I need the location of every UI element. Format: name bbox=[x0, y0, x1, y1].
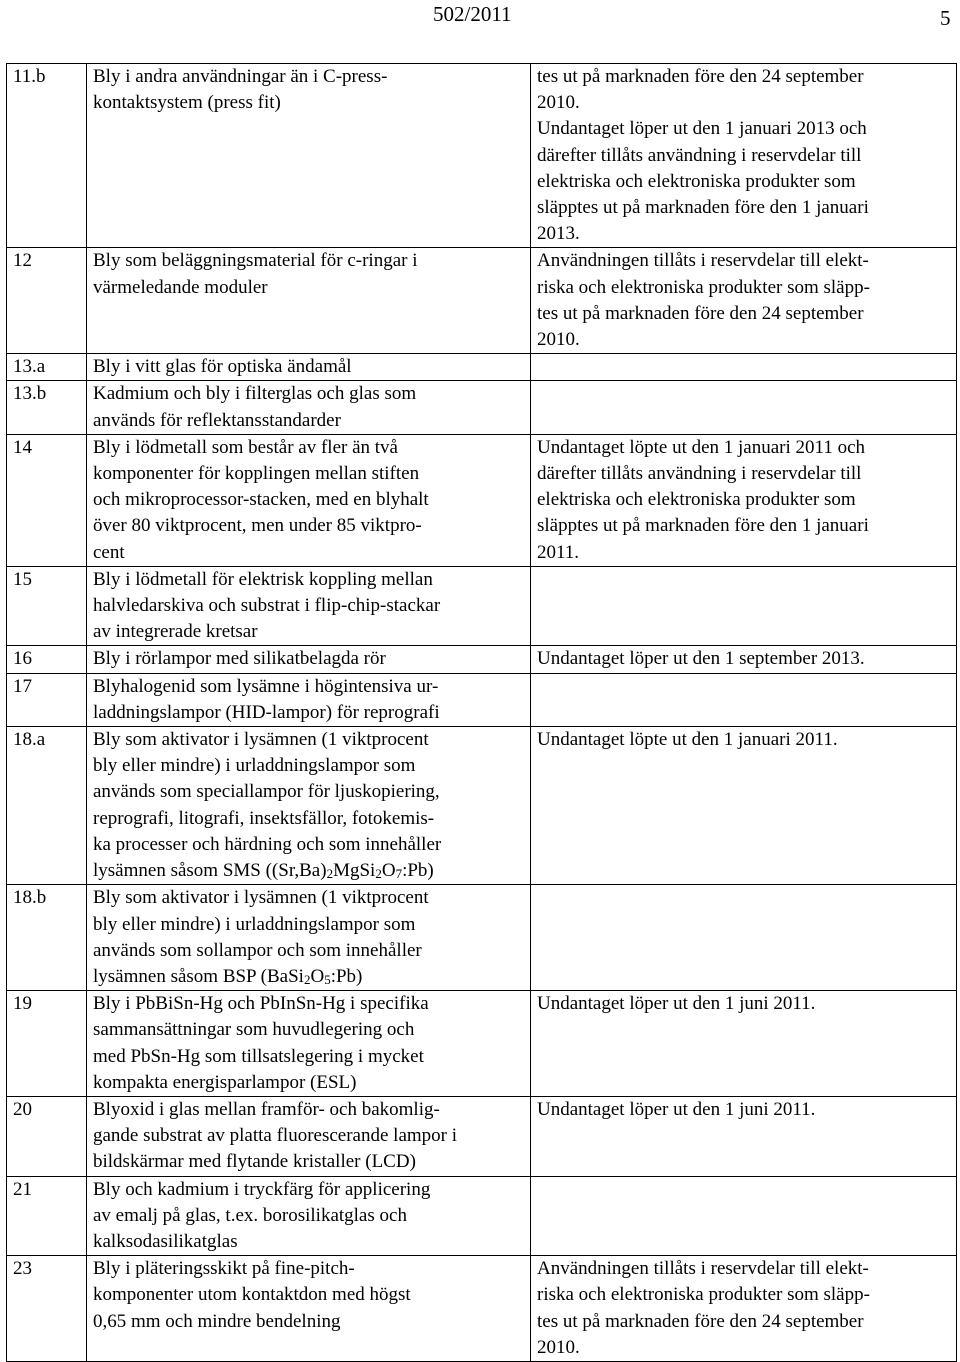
table-row bbox=[7, 434, 957, 566]
entry-validity bbox=[531, 646, 957, 673]
description-line: gande substrat av platta fluorescerande lampor i bbox=[93, 1125, 458, 1147]
table-row bbox=[7, 885, 957, 991]
description-line: av integrerade kretsar bbox=[93, 621, 258, 643]
validity-line: elektriska och elektroniska produkter som bbox=[537, 170, 856, 192]
table-row bbox=[7, 566, 957, 646]
validity-line: 2010. bbox=[537, 92, 580, 114]
entry-validity bbox=[531, 1176, 957, 1256]
table-row bbox=[7, 354, 957, 381]
formula-subscript: 2 bbox=[326, 866, 334, 882]
entry-description bbox=[87, 64, 531, 248]
validity-line: Undantaget löper ut den 1 juni 2011. bbox=[537, 1098, 816, 1120]
description-line: Bly i PbBiSn-Hg och PbInSn-Hg i specifika bbox=[93, 993, 429, 1015]
table-row bbox=[7, 673, 957, 726]
entry-validity bbox=[531, 64, 957, 248]
entry-validity bbox=[531, 566, 957, 646]
validity-line: 2011. bbox=[537, 541, 580, 563]
entry-number: 18.b bbox=[7, 885, 87, 991]
description-line: Bly och kadmium i tryckfärg för applicering bbox=[93, 1178, 431, 1200]
formula-subscript: 5 bbox=[324, 971, 331, 987]
exemptions-table-body bbox=[7, 64, 957, 1362]
description-line: Bly i rörlampor med silikatbelagda rör bbox=[93, 648, 386, 670]
validity-line: Användningen tillåts i reservdelar till elekt- bbox=[537, 250, 869, 272]
description-line: kompakta energisparlampor (ESL) bbox=[93, 1071, 357, 1093]
formula-text: O bbox=[381, 860, 396, 882]
validity-line: Undantaget löper ut den 1 september 2013. bbox=[537, 648, 865, 670]
validity-line: riska och elektroniska produkter som släpp- bbox=[537, 1284, 870, 1306]
entry-validity bbox=[531, 991, 957, 1097]
description-line: Bly i lödmetall som består av fler än två bbox=[93, 436, 398, 458]
validity-line: 2010. bbox=[537, 329, 580, 351]
entry-description bbox=[87, 381, 531, 434]
formula-text: MgSi bbox=[333, 860, 376, 882]
description-line: bildskärmar med flytande kristaller (LCD) bbox=[93, 1151, 416, 1173]
table-row bbox=[7, 991, 957, 1097]
entry-description bbox=[87, 434, 531, 566]
formula-text: O bbox=[310, 965, 325, 987]
description-line: ka processer och härdning och som innehåller bbox=[93, 833, 442, 855]
entry-description bbox=[87, 673, 531, 726]
description-line: med PbSn-Hg som tillsatslegering i mycket bbox=[93, 1045, 424, 1067]
entry-number: 12 bbox=[7, 248, 87, 354]
chemical-formula-line bbox=[93, 858, 524, 884]
entry-number: 11.b bbox=[7, 64, 87, 248]
validity-line: Undantaget löper ut den 1 januari 2013 och bbox=[537, 118, 867, 140]
validity-line: tes ut på marknaden före den 24 september bbox=[537, 1310, 864, 1332]
validity-line: Undantaget löpte ut den 1 januari 2011. bbox=[537, 729, 838, 751]
page-number: 5 bbox=[940, 6, 951, 30]
formula-subscript: 7 bbox=[395, 866, 403, 882]
table-row bbox=[7, 1096, 957, 1176]
description-line: används som speciallampor för ljuskopiering, bbox=[93, 781, 440, 803]
validity-line: 2010. bbox=[537, 1336, 580, 1358]
entry-number: 13.a bbox=[7, 354, 87, 381]
description-line: laddningslampor (HID-lampor) för reprografi bbox=[93, 701, 440, 723]
validity-line: riska och elektroniska produkter som släpp- bbox=[537, 276, 870, 298]
table-row bbox=[7, 1256, 957, 1362]
description-line: komponenter utom kontaktdon med högst bbox=[93, 1284, 411, 1306]
description-line: Blyoxid i glas mellan framför- och bakomlig- bbox=[93, 1098, 440, 1120]
exemptions-table bbox=[6, 63, 957, 1362]
table-row bbox=[7, 1176, 957, 1256]
description-line: Bly i pläteringsskikt på fine-pitch- bbox=[93, 1258, 355, 1280]
formula-text: lysämnen såsom BSP (BaSi bbox=[93, 965, 304, 987]
description-line: reprografi, litografi, insektsfällor, fotokemis- bbox=[93, 807, 435, 829]
entry-validity bbox=[531, 434, 957, 566]
entry-description bbox=[87, 354, 531, 381]
entry-validity bbox=[531, 885, 957, 991]
validity-line: elektriska och elektroniska produkter som bbox=[537, 489, 856, 511]
validity-line: därefter tillåts användning i reservdelar till bbox=[537, 463, 862, 485]
table-row bbox=[7, 646, 957, 673]
table-row bbox=[7, 381, 957, 434]
document-number: 502/2011 bbox=[433, 2, 512, 26]
entry-description bbox=[87, 1096, 531, 1176]
description-line: och mikroprocessor-stacken, med en blyhalt bbox=[93, 489, 429, 511]
description-line: av emalj på glas, t.ex. borosilikatglas och bbox=[93, 1204, 407, 1226]
entry-description bbox=[87, 727, 531, 885]
table-row bbox=[7, 248, 957, 354]
validity-line: Användningen tillåts i reservdelar till elekt- bbox=[537, 1258, 869, 1280]
description-line: cent bbox=[93, 541, 125, 563]
formula-text: :Pb) bbox=[330, 965, 363, 987]
entry-description bbox=[87, 991, 531, 1097]
description-line: Bly som aktivator i lysämnen (1 viktprocent bbox=[93, 729, 429, 751]
validity-line: därefter tillåts användning i reservdelar till bbox=[537, 144, 862, 166]
entry-number: 14 bbox=[7, 434, 87, 566]
description-line: Bly i lödmetall för elektrisk koppling mellan bbox=[93, 568, 433, 590]
table-row bbox=[7, 64, 957, 248]
description-line: Bly som aktivator i lysämnen (1 viktprocent bbox=[93, 887, 429, 909]
description-line: värmeledande moduler bbox=[93, 276, 268, 298]
entry-number: 19 bbox=[7, 991, 87, 1097]
validity-line: tes ut på marknaden före den 24 september bbox=[537, 302, 864, 324]
description-line: används för reflektansstandarder bbox=[93, 409, 341, 431]
entry-validity bbox=[531, 673, 957, 726]
entry-description bbox=[87, 566, 531, 646]
description-line: bly eller mindre) i urladdningslampor som bbox=[93, 755, 416, 777]
description-line: Bly i andra användningar än i C-press- bbox=[93, 66, 388, 87]
table-row bbox=[7, 727, 957, 885]
validity-line: Undantaget löper ut den 1 juni 2011. bbox=[537, 993, 816, 1015]
description-line: används som sollampor och som innehåller bbox=[93, 939, 422, 961]
chemical-formula-line bbox=[93, 964, 524, 990]
entry-description bbox=[87, 646, 531, 673]
entry-number: 16 bbox=[7, 646, 87, 673]
entry-number: 21 bbox=[7, 1176, 87, 1256]
entry-number: 23 bbox=[7, 1256, 87, 1362]
entry-number: 13.b bbox=[7, 381, 87, 434]
entry-validity bbox=[531, 1096, 957, 1176]
description-line: halvledarskiva och substrat i flip-chip-stackar bbox=[93, 595, 441, 617]
description-line: bly eller mindre) i urladdningslampor som bbox=[93, 913, 416, 935]
description-line: komponenter för kopplingen mellan stiften bbox=[93, 463, 420, 485]
description-line: kalksodasilikatglas bbox=[93, 1230, 238, 1252]
description-line: Bly i vitt glas för optiska ändamål bbox=[93, 356, 352, 378]
description-line: Bly som beläggningsmaterial för c-ringar i bbox=[93, 250, 418, 272]
validity-line: 2013. bbox=[537, 223, 580, 245]
description-line: Kadmium och bly i filterglas och glas som bbox=[93, 383, 417, 405]
formula-subscript: 2 bbox=[303, 971, 311, 987]
description-line: sammansättningar som huvudlegering och bbox=[93, 1019, 415, 1041]
entry-number: 15 bbox=[7, 566, 87, 646]
validity-line: tes ut på marknaden före den 24 september bbox=[537, 66, 864, 87]
formula-subscript: 2 bbox=[375, 866, 382, 882]
validity-line: släpptes ut på marknaden före den 1 januari bbox=[537, 197, 869, 219]
description-line: kontaktsystem (press fit) bbox=[93, 92, 281, 114]
entry-description bbox=[87, 1176, 531, 1256]
entry-validity bbox=[531, 381, 957, 434]
formula-text: lysämnen såsom SMS ((Sr,Ba) bbox=[93, 860, 327, 882]
description-line: Blyhalogenid som lysämne i högintensiva ur- bbox=[93, 675, 439, 697]
entry-number: 17 bbox=[7, 673, 87, 726]
description-line: över 80 viktprocent, men under 85 viktpro- bbox=[93, 515, 422, 537]
entry-description bbox=[87, 1256, 531, 1362]
formula-text: :Pb) bbox=[402, 860, 434, 882]
description-line: 0,65 mm och mindre bendelning bbox=[93, 1310, 341, 1332]
entry-number: 20 bbox=[7, 1096, 87, 1176]
entry-validity bbox=[531, 354, 957, 381]
validity-line: släpptes ut på marknaden före den 1 januari bbox=[537, 515, 869, 537]
validity-line: Undantaget löpte ut den 1 januari 2011 och bbox=[537, 436, 866, 458]
entry-validity bbox=[531, 727, 957, 885]
entry-number: 18.a bbox=[7, 727, 87, 885]
entry-validity bbox=[531, 248, 957, 354]
entry-validity bbox=[531, 1256, 957, 1362]
entry-description bbox=[87, 248, 531, 354]
entry-description bbox=[87, 885, 531, 991]
